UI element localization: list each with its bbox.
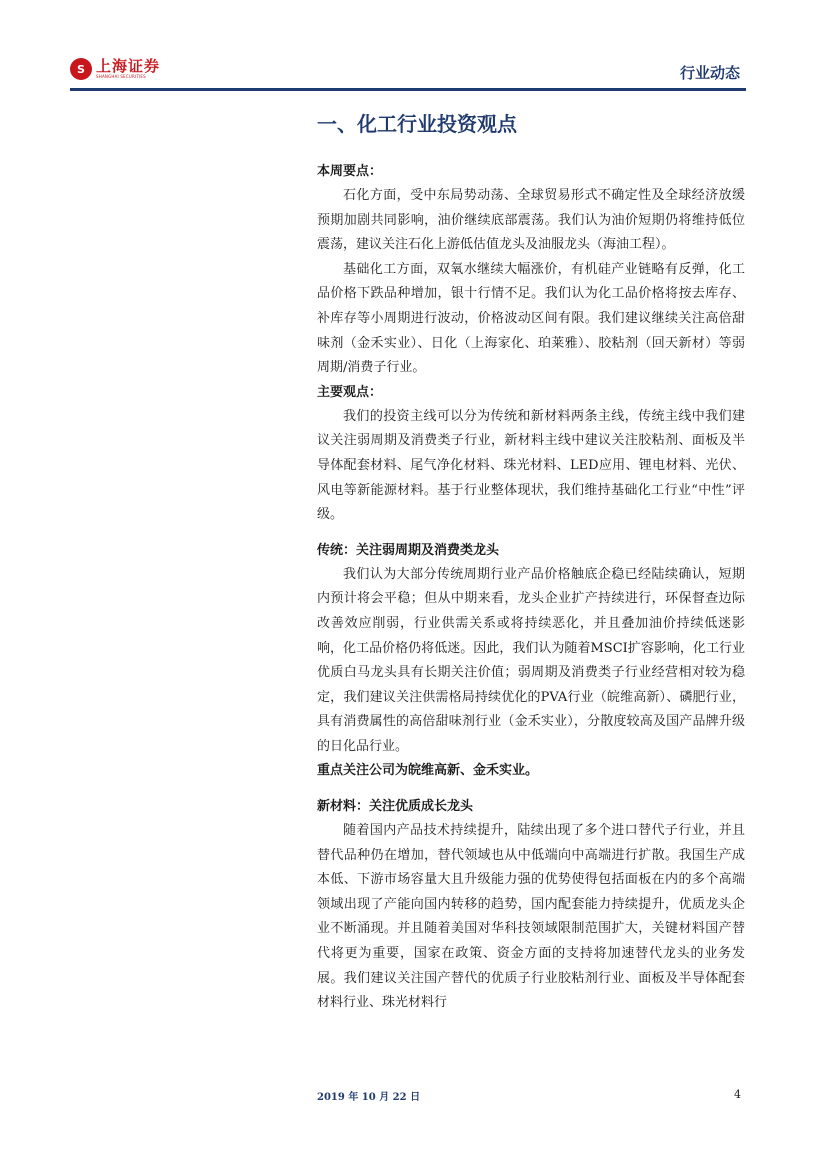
weekly-para-1: 石化方面，受中东局势动荡、全球贸易形式不确定性及全球经济放缓预期加剧共同影响，油价继续底部震荡。我们认为油价短期仍将维持低位震荡，建议关注石化上游低估值龙头及油服龙头（海油工程）。 bbox=[317, 188, 745, 253]
page-number: 4 bbox=[734, 1088, 741, 1101]
section-title: 一、化工行业投资观点 bbox=[317, 112, 517, 136]
traditional-heading: 传统：关注弱周期及消费类龙头 bbox=[317, 542, 500, 558]
main-content bbox=[317, 160, 745, 1016]
weekly-heading: 本周要点： bbox=[317, 164, 383, 179]
report-date: 2019 年 10 月 22 日 bbox=[317, 1092, 421, 1103]
logo-name-cn: 上海证券 bbox=[96, 57, 161, 75]
logo-name-en: SHANGHAI SECURITIES bbox=[96, 74, 146, 79]
company-logo bbox=[70, 58, 160, 80]
newmat-heading: 新材料：关注优质成长龙头 bbox=[317, 799, 474, 815]
traditional-para-1: 我们认为大部分传统周期行业产品价格触底企稳已经陆续确认，短期内预计将会平稳；但从中期来看，龙头企业扩产持续进行，环保督查边际改善效应削弱，行业供需关系或将持续恶化，并且叠加油价持续低迷影响，化工品价格仍将低迷。因此，我们认为随着MSCI扩容影响，化工行业优质白马龙头具有长期关注价值；弱周期及消费类子行业经营相对较为稳定，我们建议关注供需格局持续优化的PVA行业（皖维高新）、磷肥行业，具有消费属性的高倍甜味剂行业（金禾实业），分散度较高及国产品牌升级的日化品行业。 bbox=[317, 566, 745, 754]
traditional-key-companies: 重点关注公司为皖维高新、金禾实业。 bbox=[317, 763, 539, 779]
main-heading: 主要观点： bbox=[317, 384, 383, 400]
header-divider bbox=[70, 88, 746, 91]
page-header bbox=[70, 58, 746, 90]
weekly-para-2: 基础化工方面，双氧水继续大幅涨价，有机硅产业链略有反弹，化工品价格下跌品种增加，银十行情不足。我们认为化工品价格将按去库存、补库存等小周期进行波动，价格波动区间有限。我们建议继续关注高倍甜味剂（金禾实业）、日化（上海家化、珀莱雅）、胶粘剂（回天新材）等弱周期/消费子行业。 bbox=[317, 261, 745, 376]
main-para-1: 我们的投资主线可以分为传统和新材料两条主线，传统主线中我们建议关注弱周期及消费类子行业，新材料主线中建议关注胶粘剂、面板及半导体配套材料、尾气净化材料、珠光材料、LED应用、锂电材料、光伏、风电等新能源材料。基于行业整体现状，我们维持基础化工行业“中性”评级。 bbox=[317, 408, 745, 523]
report-type-tag: 行业动态 bbox=[679, 64, 740, 82]
logo-mark-icon: S bbox=[70, 58, 92, 80]
newmat-para-1: 随着国内产品技术持续提升，陆续出现了多个进口替代子行业，并且替代品种仍在增加，替代领域也从中低端向中高端进行扩散。我国生产成本低、下游市场容量大且升级能力强的优势使得包括面板在内的多个高端领域出现了产能向国内转移的趋势，国内配套能力持续提升，优质龙头企业不断涌现。并且随着美国对华科技领域限制范围扩大，关键材料国产替代将更为重要，国家在政策、资金方面的支持将加速替代龙头的业务发展。我们建议关注国产替代的优质子行业胶粘剂行业、面板及半导体配套材料行业、珠光材料行 bbox=[317, 823, 745, 1011]
